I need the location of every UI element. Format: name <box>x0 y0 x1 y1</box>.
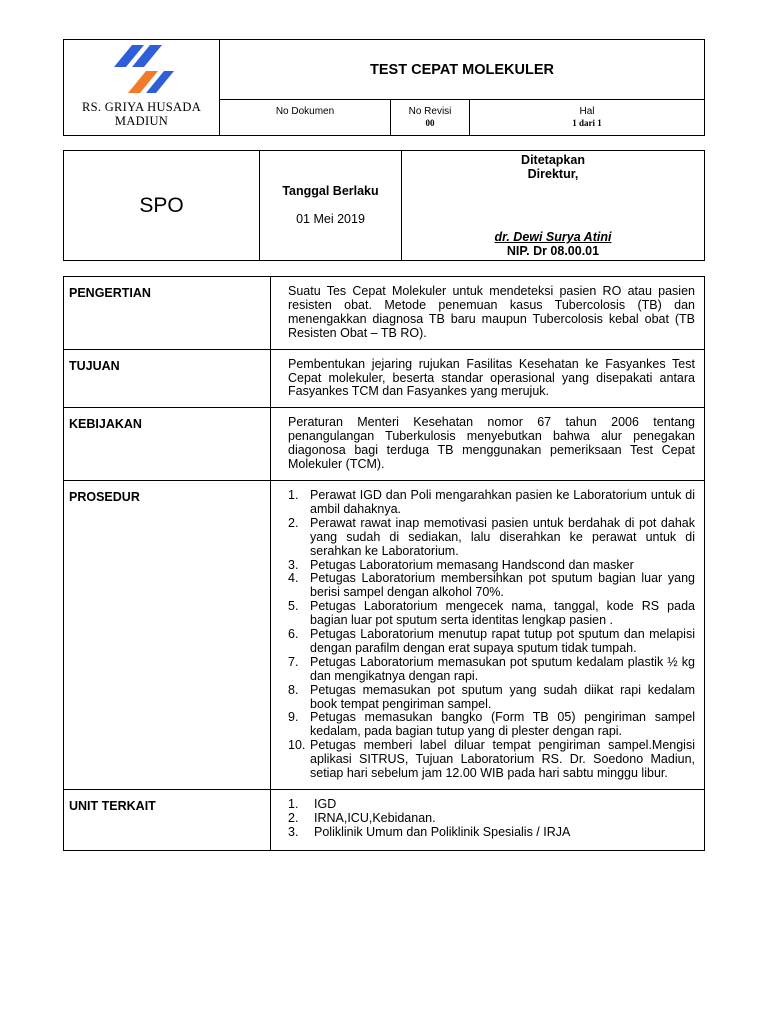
row-pengertian <box>64 277 705 350</box>
list-item <box>288 711 695 739</box>
ditetapkan-cell <box>402 151 705 261</box>
list-item <box>288 798 695 812</box>
unit-terkait-label: UNIT TERKAIT <box>64 790 271 851</box>
logo-cell <box>64 40 220 136</box>
list-text: Petugas Laboratorium menutup rapat tutup pot sputum dan melapisi dengan parafilm dengan erat supaya sputum tidak tumpah. <box>310 627 695 655</box>
list-text: Petugas memasukan bangko (Form TB 05) pengiriman sampel kedalam, pada bagian tutup yang di plester dengan rapi. <box>310 710 695 739</box>
tanggal-berlaku-value: 01 Mei 2019 <box>296 212 365 226</box>
kebijakan-text: Peraturan Menteri Kesehatan nomor 67 tahun 2006 tentang penangulangan Tuberkulosis menyebutkan bahwa alur penegakan diagonosa bagi terduga TB menggunakan pemeriksaan Test Cepat Molekuler (TCM). <box>271 408 705 481</box>
logo-icon <box>114 45 174 97</box>
pengertian-text: Suatu Tes Cepat Molekuler untuk mendeteksi pasien RO atau pasien resisten obat. Metode penemuan kasus Tubercolosis (TB) dan menengakkan diagnosa TB baru maupun Tubercolosis kebal obat (TB Resisten Obat – TB RO). <box>271 277 705 350</box>
list-item <box>288 684 695 712</box>
hospital-name-line1: RS. GRIYA HUSADA <box>81 100 202 114</box>
tanggal-berlaku-label: Tanggal Berlaku <box>282 184 379 198</box>
list-item <box>288 489 695 517</box>
tujuan-label: TUJUAN <box>64 349 271 408</box>
document-title: TEST CEPAT MOLEKULER <box>220 40 705 100</box>
hal-cell <box>470 100 705 136</box>
list-text: Petugas memberi label diluar tempat pengiriman sampel.Mengisi aplikasi SITRUS, Tujuan Laboratorium RS. Dr. Soedono Madiun, setiap hari sebelum jam 12.00 WIB pada hari sabtu minggu libur. <box>310 738 695 781</box>
list-number: 10. <box>288 738 306 753</box>
list-text: Perawat rawat inap memotivasi pasien untuk berdahak di pot dahak yang sudah di sediakan, lalu diserahkan ke perawat untuk di serahkan ke Laboratorium. <box>310 515 695 558</box>
director-nip: NIP. Dr 08.00.01 <box>506 244 600 258</box>
hospital-logo <box>64 40 219 100</box>
no-revisi-label: No Revisi <box>408 106 452 117</box>
tujuan-text: Pembentukan jejaring rujukan Fasilitas Kesehatan ke Fasyankes Test Cepat molekuler, beserta standar operasional yang disepakati antara Fasyankes TCM dan Fasyankes yang merujuk. <box>271 349 705 408</box>
row-tujuan <box>64 349 705 408</box>
no-revisi-value: 00 <box>425 118 435 128</box>
spo-table <box>63 150 705 261</box>
list-text: Poliklinik Umum dan Poliklinik Spesialis / IRJA <box>314 824 571 839</box>
list-number: 6. <box>288 627 299 642</box>
list-number: 5. <box>288 599 299 614</box>
list-text: Petugas Laboratorium memasukan pot sputum kedalam plastik ½ kg dan mengikatnya dengan rapi. <box>310 654 695 683</box>
list-item <box>288 517 695 559</box>
list-text: Perawat IGD dan Poli mengarahkan pasien ke Laboratorium untuk di ambil dahaknya. <box>310 487 695 516</box>
list-item <box>288 739 695 781</box>
list-item <box>288 572 695 600</box>
unit-terkait-cell <box>271 790 705 851</box>
list-text: IGD <box>314 797 337 811</box>
row-unit-terkait <box>64 790 705 851</box>
hal-value: 1 dari 1 <box>572 118 602 128</box>
content-table <box>63 276 705 851</box>
hal-label: Hal <box>579 106 595 117</box>
list-item <box>288 826 695 840</box>
list-item <box>288 656 695 684</box>
row-prosedur <box>64 480 705 789</box>
list-text: IRNA,ICU,Kebidanan. <box>314 810 436 825</box>
list-number: 3. <box>288 824 299 839</box>
list-text: Petugas Laboratorium membersihkan pot sputum bagian luar yang berisi sampel dengan alkohol 70%. <box>310 571 695 600</box>
list-item <box>288 628 695 656</box>
list-text: Petugas Laboratorium memasang Handscond dan masker <box>310 557 634 572</box>
list-text: Petugas memasukan pot sputum yang sudah diikat rapi kedalam book tempat pengiriman sampel. <box>310 682 695 711</box>
list-number: 2. <box>288 810 299 825</box>
header-table <box>63 39 705 136</box>
list-item <box>288 600 695 628</box>
no-dokumen-cell <box>220 100 391 136</box>
unit-terkait-list <box>288 798 695 840</box>
direktur-label: Direktur, <box>527 167 579 181</box>
list-number: 7. <box>288 654 299 669</box>
row-kebijakan <box>64 408 705 481</box>
prosedur-cell <box>271 480 705 789</box>
no-dokumen-label: No Dokumen <box>275 106 335 117</box>
hospital-name <box>64 100 219 128</box>
prosedur-label: PROSEDUR <box>64 480 271 789</box>
spo-label: SPO <box>64 151 260 261</box>
list-number: 9. <box>288 710 299 725</box>
ditetapkan-label: Ditetapkan <box>521 153 585 167</box>
prosedur-list <box>288 489 695 781</box>
hospital-name-line2: MADIUN <box>114 114 169 128</box>
tanggal-berlaku-cell <box>260 151 402 261</box>
pengertian-label: PENGERTIAN <box>64 277 271 350</box>
no-revisi-cell <box>391 100 470 136</box>
list-number: 3. <box>288 557 299 572</box>
list-number: 2. <box>288 515 299 530</box>
list-number: 4. <box>288 571 299 586</box>
list-item <box>288 812 695 826</box>
kebijakan-label: KEBIJAKAN <box>64 408 271 481</box>
list-text: Petugas Laboratorium mengecek nama, tanggal, kode RS pada bagian luar pot sputum serta identitas lengkap pasien . <box>310 599 695 628</box>
director-name: dr. Dewi Surya Atini <box>494 230 612 244</box>
list-number: 8. <box>288 682 299 697</box>
list-item <box>288 559 695 573</box>
list-number: 1. <box>288 797 299 811</box>
list-number: 1. <box>288 487 299 502</box>
